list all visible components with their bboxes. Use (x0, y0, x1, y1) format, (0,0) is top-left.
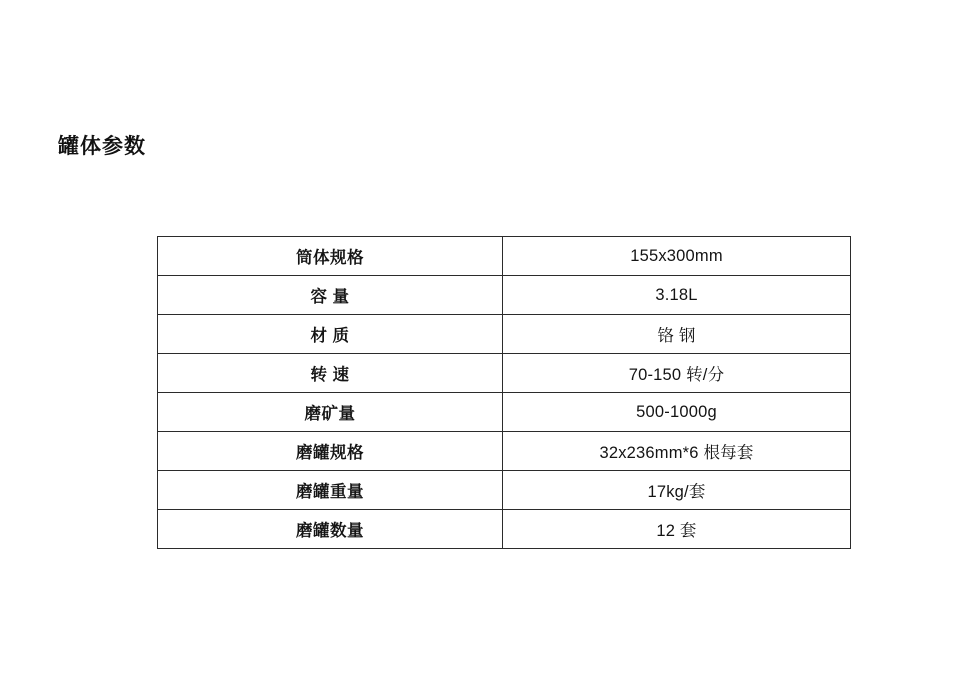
spec-value: 500-1000g (503, 393, 851, 432)
spec-label: 磨矿量 (158, 393, 503, 432)
table-row (158, 315, 851, 354)
spec-label: 磨罐数量 (158, 510, 503, 549)
spec-value: 铬 钢 (503, 315, 851, 354)
spec-value: 17kg/套 (503, 471, 851, 510)
spec-label: 筒体规格 (158, 237, 503, 276)
spec-label: 磨罐规格 (158, 432, 503, 471)
page-title: 罐体参数 (58, 135, 146, 158)
spec-label: 容 量 (158, 276, 503, 315)
table-row (158, 354, 851, 393)
table-row (158, 393, 851, 432)
table-row (158, 471, 851, 510)
spec-table-body (158, 237, 851, 549)
spec-value: 70-150 转/分 (503, 354, 851, 393)
table-row (158, 237, 851, 276)
spec-value: 3.18L (503, 276, 851, 315)
table-row (158, 432, 851, 471)
spec-value: 12 套 (503, 510, 851, 549)
spec-label: 材 质 (158, 315, 503, 354)
spec-table (157, 236, 851, 549)
spec-label: 转 速 (158, 354, 503, 393)
table-row (158, 276, 851, 315)
table-row (158, 510, 851, 549)
spec-value: 32x236mm*6 根每套 (503, 432, 851, 471)
spec-value: 155x300mm (503, 237, 851, 276)
spec-label: 磨罐重量 (158, 471, 503, 510)
